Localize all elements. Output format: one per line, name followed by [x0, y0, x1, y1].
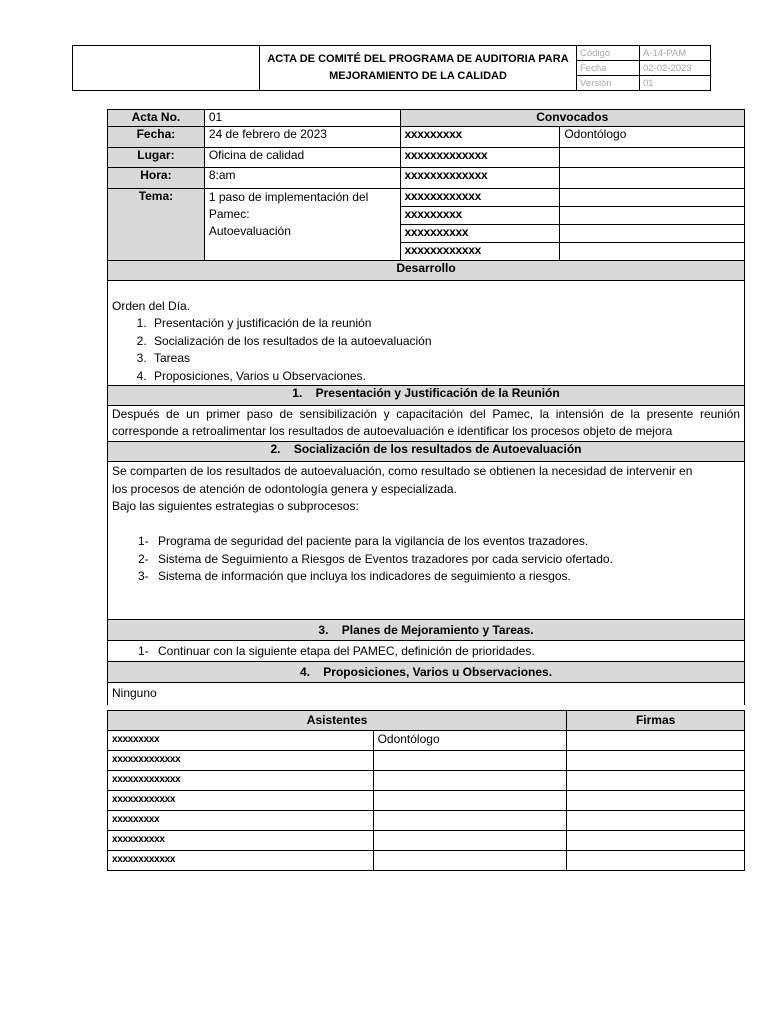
table-row — [108, 831, 745, 851]
section-3-header: 3. Planes de Mejoramiento y Tareas. — [108, 620, 745, 641]
asistentes-table — [107, 710, 745, 871]
meta-label: Código — [577, 46, 640, 61]
convocado-name: xxxxxxxxxxxxx — [400, 168, 560, 189]
document-header — [72, 45, 711, 91]
asistente-name: xxxxxxxxx — [108, 731, 374, 751]
fecha-value: 24 de febrero de 2023 — [204, 127, 400, 148]
convocado-name: xxxxxxxxxxxx — [400, 189, 560, 207]
section-2-paragraph: los procesos de atención de odontología genera y especializada. — [112, 481, 457, 496]
tema-label: Tema: — [108, 189, 205, 261]
acta-label: Acta No. — [108, 110, 205, 127]
desarrollo-header: Desarrollo — [108, 261, 745, 281]
convocado-name: xxxxxxxxxx — [400, 225, 560, 243]
list-item — [134, 568, 740, 586]
section-1-body — [108, 406, 745, 442]
asistente-role — [373, 771, 567, 791]
tema-line: Pamec: — [208, 207, 250, 221]
item-text: Continuar con la siguiente etapa del PAMEC, definición de prioridades. — [158, 643, 535, 658]
convocados-header: Convocados — [400, 110, 744, 127]
meta-value: 01 — [640, 76, 711, 91]
list-item: 4. Proposiciones, Varios u Observaciones. — [150, 368, 740, 386]
item-number: 2- — [138, 551, 149, 566]
convocado-role — [560, 168, 745, 189]
firmas-header: Firmas — [567, 711, 745, 731]
section-1-line: corresponde a retroalimentar los resultados de autoevaluación e identificar los procesos objeto de mejora — [112, 424, 673, 438]
firma-cell — [567, 771, 745, 791]
convocado-name: xxxxxxxxx — [400, 207, 560, 225]
list-item — [134, 533, 740, 551]
firma-cell — [567, 831, 745, 851]
table-row — [108, 851, 745, 871]
tasks-list — [112, 644, 740, 659]
strategies-list — [112, 533, 740, 586]
firma-cell — [567, 751, 745, 771]
item-number: 1- — [138, 643, 149, 658]
title-line-2: MEJORAMIENTO DE LA CALIDAD — [329, 70, 507, 82]
section-2-paragraph: Bajo las siguientes estrategias o subprocesos: — [112, 499, 359, 513]
section-4-header: 4. Proposiciones, Varios u Observaciones. — [108, 662, 745, 683]
acta-table — [107, 109, 745, 705]
list-item — [134, 551, 740, 569]
orden-label: Orden del Día. — [112, 298, 191, 313]
document-title — [260, 46, 577, 91]
firma-cell — [567, 851, 745, 871]
logo-cell — [73, 46, 260, 91]
orden-list — [112, 315, 740, 385]
table-row — [108, 791, 745, 811]
list-item: 2. Socialización de los resultados de la autoevaluación — [150, 333, 740, 351]
asistentes-header: Asistentes — [108, 711, 567, 731]
section-2-paragraph: Se comparten de los resultados de autoevaluación, como resultado se obtienen la necesidad de intervenir en — [112, 464, 693, 478]
convocado-role — [560, 189, 745, 207]
tema-line: Autoevaluación — [208, 224, 291, 238]
tema-line: 1 paso de implementación del — [208, 190, 369, 204]
asistente-role — [373, 791, 567, 811]
list-item — [134, 644, 740, 659]
asistente-role — [373, 811, 567, 831]
section-1-line: Después de un primer paso de sensibilización y capacitación del Pamec, la intensión de la presente reunión — [112, 407, 740, 421]
lugar-value: Oficina de calidad — [204, 148, 400, 168]
section-2-body — [108, 462, 745, 620]
asistente-name: xxxxxxxxxxxxx — [108, 751, 374, 771]
asistente-name: xxxxxxxxxxxx — [108, 851, 374, 871]
section-3-body — [108, 641, 745, 662]
asistente-name: xxxxxxxxxxxxx — [108, 771, 374, 791]
hora-value: 8:am — [204, 168, 400, 189]
tema-value — [204, 189, 400, 261]
asistente-role — [373, 851, 567, 871]
asistente-name: xxxxxxxxxxxx — [108, 791, 374, 811]
asistente-name: xxxxxxxxx — [108, 811, 374, 831]
meta-value: 02-02-2023 — [640, 61, 711, 76]
item-text: Sistema de información que incluya los indicadores de seguimiento a riesgos. — [158, 569, 571, 583]
list-item: 3. Tareas — [150, 350, 740, 368]
table-row — [108, 731, 745, 751]
item-text: Programa de seguridad del paciente para la vigilancia de los eventos trazadores. — [158, 534, 589, 548]
table-row — [108, 771, 745, 791]
table-row — [108, 751, 745, 771]
fecha-label: Fecha: — [108, 127, 205, 148]
list-item: 1. Presentación y justificación de la reunión — [150, 315, 740, 333]
section-4-body: Ninguno — [108, 683, 745, 705]
firma-cell — [567, 791, 745, 811]
convocado-role — [560, 207, 745, 225]
section-1-header: 1. Presentación y Justificación de la Reunión — [108, 386, 745, 406]
convocado-role — [560, 225, 745, 243]
convocado-role — [560, 243, 745, 261]
table-row — [108, 811, 745, 831]
title-line-1: ACTA DE COMITÉ DEL PROGRAMA DE AUDITORIA PARA — [267, 53, 569, 65]
item-text: Sistema de Seguimiento a Riesgos de Eventos trazadores por cada servicio ofertado. — [158, 551, 613, 566]
firma-cell — [567, 731, 745, 751]
asistente-role: Odontólogo — [373, 731, 567, 751]
convocado-role — [560, 148, 745, 168]
section-2-header: 2. Socialización de los resultados de Autoevaluación — [108, 442, 745, 462]
hora-label: Hora: — [108, 168, 205, 189]
orden-del-dia — [108, 281, 745, 386]
meta-label: Fecha — [577, 61, 640, 76]
convocado-name: xxxxxxxxxxxxx — [400, 148, 560, 168]
convocado-name: xxxxxxxxxxxx — [400, 243, 560, 261]
meta-label: Versión — [577, 76, 640, 91]
asistente-name: xxxxxxxxxx — [108, 831, 374, 851]
asistente-role — [373, 831, 567, 851]
asistente-role — [373, 751, 567, 771]
convocado-role: Odontólogo — [560, 127, 745, 148]
item-number: 3- — [138, 569, 149, 583]
firma-cell — [567, 811, 745, 831]
acta-value: 01 — [204, 110, 400, 127]
lugar-label: Lugar: — [108, 148, 205, 168]
item-number: 1- — [138, 534, 149, 548]
convocado-name: xxxxxxxxx — [400, 127, 560, 148]
meta-value: A-14-PAM — [640, 46, 711, 61]
